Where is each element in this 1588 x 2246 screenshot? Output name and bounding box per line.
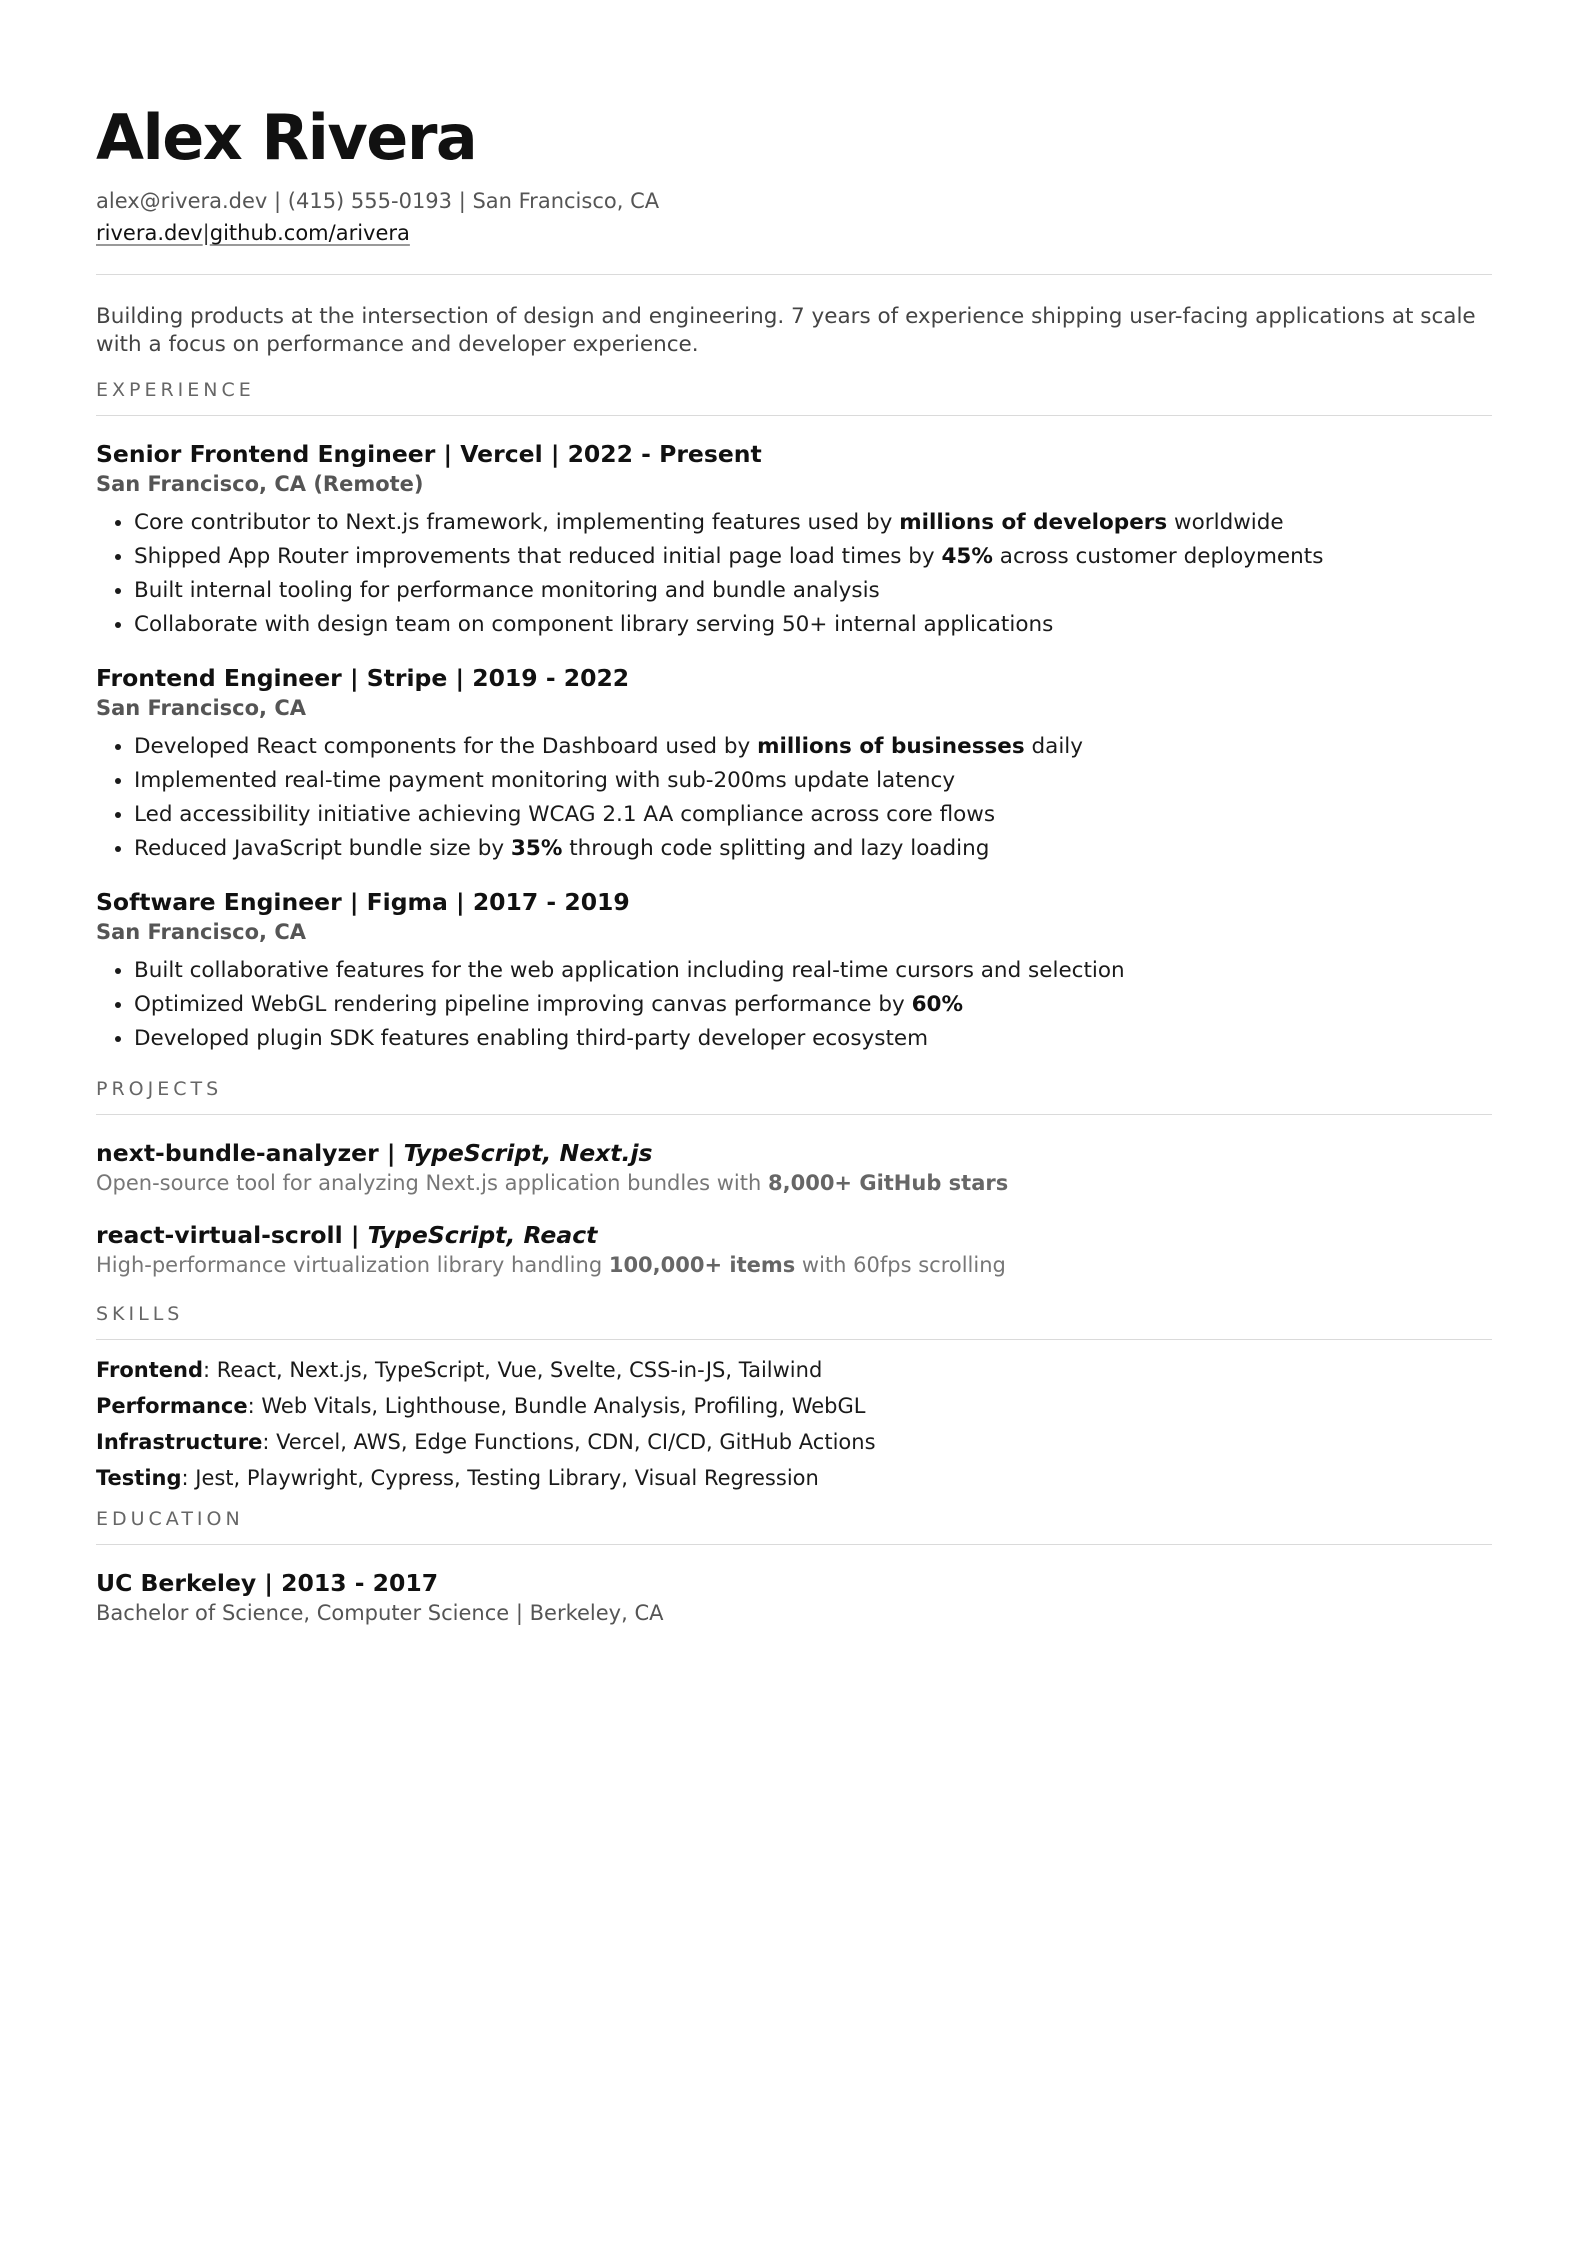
project-entry — [96, 1219, 1492, 1279]
skill-row: Testing: Jest, Playwright, Cypress, Testing Library, Visual Regression — [96, 1466, 819, 1490]
header-divider — [96, 274, 1492, 275]
job-location: San Francisco, CA — [96, 920, 307, 944]
project-description: High-performance virtualization library handling 100,000+ items with 60fps scrolling — [96, 1253, 1006, 1277]
section-divider — [96, 1544, 1492, 1545]
project-tech: TypeScript, React — [367, 1221, 598, 1249]
project-title: react-virtual-scroll | TypeScript, React — [96, 1221, 598, 1249]
job-title: Frontend Engineer | Stripe | 2019 - 2022 — [96, 664, 630, 692]
candidate-name: Alex Rivera — [96, 101, 477, 174]
job-bullets — [96, 730, 1492, 866]
skill-row: Frontend: React, Next.js, TypeScript, Vue, Svelte, CSS-in-JS, Tailwind — [96, 1358, 823, 1382]
list-item: • Built internal tooling for performance monitoring and bundle analysis — [134, 574, 1492, 608]
summary: Building products at the intersection of design and engineering. 7 years of experience shipping user-facing applications at scale with a focus on performance and developer experience. — [96, 304, 1476, 357]
project-tech: TypeScript, Next.js — [403, 1139, 653, 1167]
job-title: Software Engineer | Figma | 2017 - 2019 — [96, 888, 630, 916]
section-title-experience: EXPERIENCE — [96, 379, 255, 401]
contact-line: alex@rivera.dev | (415) 555-0193 | San Francisco, CA — [96, 189, 660, 213]
section-title-education: EDUCATION — [96, 1508, 244, 1530]
section-divider — [96, 415, 1492, 416]
section-divider — [96, 1339, 1492, 1340]
list-item: • Implemented real-time payment monitoring with sub-200ms update latency — [134, 764, 1492, 798]
section-title-projects: PROJECTS — [96, 1078, 223, 1100]
skill-row: Performance: Web Vitals, Lighthouse, Bundle Analysis, Profiling, WebGL — [96, 1394, 866, 1418]
list-item: • Developed React components for the Dashboard used by millions of businesses daily — [134, 730, 1492, 764]
experience-entry — [96, 662, 1492, 866]
experience-entry — [96, 886, 1492, 1056]
website-link[interactable]: rivera.dev — [96, 221, 203, 245]
list-item: • Developed plugin SDK features enabling third-party developer ecosystem — [134, 1022, 1492, 1056]
job-bullets — [96, 954, 1492, 1056]
project-entry — [96, 1137, 1492, 1197]
section-divider — [96, 1114, 1492, 1115]
project-description: Open-source tool for analyzing Next.js application bundles with 8,000+ GitHub stars — [96, 1171, 1009, 1195]
job-location: San Francisco, CA (Remote) — [96, 472, 424, 496]
list-item: • Core contributor to Next.js framework, implementing features used by millions of developers worldwide — [134, 506, 1492, 540]
education-title: UC Berkeley | 2013 - 2017 — [96, 1569, 439, 1597]
education-description: Bachelor of Science, Computer Science | Berkeley, CA — [96, 1601, 664, 1625]
link-separator: | — [202, 221, 210, 245]
list-item: • Shipped App Router improvements that reduced initial page load times by 45% across customer deployments — [134, 540, 1492, 574]
list-item: • Optimized WebGL rendering pipeline improving canvas performance by 60% — [134, 988, 1492, 1022]
github-link[interactable]: github.com/arivera — [209, 221, 410, 245]
list-item: • Collaborate with design team on component library serving 50+ internal applications — [134, 608, 1492, 642]
skill-row: Infrastructure: Vercel, AWS, Edge Functions, CDN, CI/CD, GitHub Actions — [96, 1430, 876, 1454]
section-title-skills: SKILLS — [96, 1303, 184, 1325]
job-location: San Francisco, CA — [96, 696, 307, 720]
job-bullets — [96, 506, 1492, 642]
list-item: • Led accessibility initiative achieving WCAG 2.1 AA compliance across core flows — [134, 798, 1492, 832]
list-item: • Reduced JavaScript bundle size by 35% through code splitting and lazy loading — [134, 832, 1492, 866]
job-title: Senior Frontend Engineer | Vercel | 2022 - Present — [96, 440, 762, 468]
project-title: next-bundle-analyzer | TypeScript, Next.js — [96, 1139, 653, 1167]
experience-entry — [96, 438, 1492, 642]
links-line — [96, 218, 1492, 248]
list-item: • Built collaborative features for the web application including real-time cursors and selection — [134, 954, 1492, 988]
